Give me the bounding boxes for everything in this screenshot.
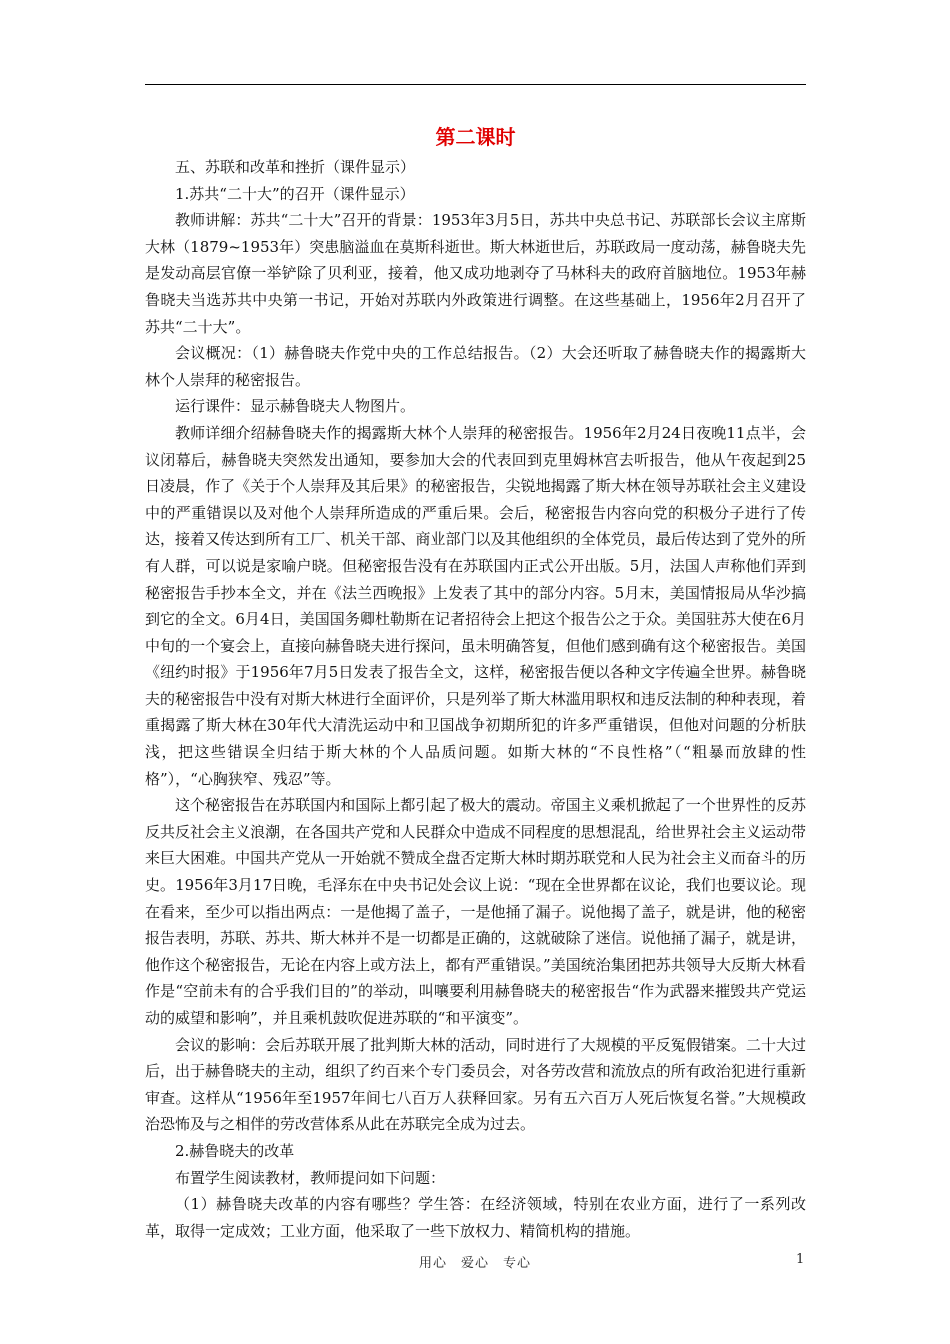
paragraph-influence: 会议的影响：会后苏联开展了批判斯大林的活动，同时进行了大规模的平反冤假错案。二十大过后，出于赫鲁晓夫的主动，组织了约百来个专门委员会，对各劳改营和流放点的所有政治犯进行重新审查。这样从“1956年至1957年间七八百万人获释回家。另有五六百万人死后恢复名誉。”大规模政治恐怖及与之相伴的劳改营体系从此在苏联完全成为过去。 [145,1035,806,1134]
subsection-heading: 1.苏共“二十大”的召开（课件显示） [175,184,415,203]
paragraph-shock: 这个秘密报告在苏联国内和国际上都引起了极大的震动。帝国主义乘机掀起了一个世界性的反苏反共反社会主义浪潮，在各国共产党和人民群众中造成不同程度的思想混乱，给世界社会主义运动带来巨大困难。中国共产党从一开始就不赞成全盘否定斯大林时期苏联党和人民为社会主义而奋斗的历史。1956年3月17日晚，毛泽东在中央书记处会议上说：“现在全世界都在议论，我们也要议论。现在看来，至少可以指出两点：一是他揭了盖子，一是他捅了漏子。说他揭了盖子，就是讲，他的秘密报告表明，苏联、苏共、斯大林并不是一切都是正确的，这就破除了迷信。说他捅了漏子，就是讲，他作这个秘密报告，无论在内容上或方法上，都有严重错误。”美国统治集团把苏共领导大反斯大林看作是“空前未有的合乎我们目的”的举动，叫嚷要利用赫鲁晓夫的秘密报告“作为武器来摧毁共产党运动的威望和影响”，并且乘机鼓吹促进苏联的“和平演变”。 [145,796,806,1027]
subsection-heading-reform: 2.赫鲁晓夫的改革 [175,1141,295,1160]
paragraph-courseware: 运行课件：显示赫鲁晓夫人物图片。 [175,397,416,416]
paragraph-assignment: 布置学生阅读教材，教师提问如下问题： [175,1168,446,1187]
paragraph-question-1: （1）赫鲁晓夫改革的内容有哪些？学生答：在经济领域，特别在农业方面，进行了一系列改革，取得一定成效；工业方面，他采取了一些下放权力、精简机构的措施。 [145,1195,806,1240]
paragraph-background: 教师讲解：苏共“二十大”召开的背景：1953年3月5日，苏共中央总书记、苏联部长会议主席斯大林（1879~1953年）突患脑溢血在莫斯科逝世。斯大林逝世后，苏联政局一度动荡，赫鲁晓夫先是发动高层官僚一举铲除了贝利亚，接着，他又成功地剥夺了马林科夫的政府首脑地位。1953年赫鲁晓夫当选苏共中央第一书记，开始对苏联内外政策进行调整。在这些基础上，1956年2月召开了苏共“二十大”。 [145,211,806,336]
paragraph-secret-report: 教师详细介绍赫鲁晓夫作的揭露斯大林个人崇拜的秘密报告。1956年2月24日夜晚11点半，会议闭幕后，赫鲁晓夫突然发出通知，要参加大会的代表回到克里姆林宫去听报告，他从午夜起到25日凌晨，作了《关于个人崇拜及其后果》的秘密报告，尖锐地揭露了斯大林在领导苏联社会主义建设中的严重错误以及对他个人崇拜所造成的严重后果。会后，秘密报告内容向党的积极分子进行了传达，接着又传达到所有工厂、机关干部、商业部门以及其他组织的全体党员，最后传达到了党外的所有人群，可以说是家喻户晓。但秘密报告没有在苏联国内正式公开出版。5月，法国人声称他们弄到秘密报告手抄本全文，并在《法兰西晚报》上发表了其中的部分内容。5月末，美国情报局从华沙搞到它的全文。6月4日，美国国务卿杜勒斯在记者招待会上把这个报告公之于众。美国驻苏大使在6月中旬的一个宴会上，直接向赫鲁晓夫进行探问，虽未明确答复，但他们感到确有这个秘密报告。美国《纽约时报》于1956年7月5日发表了报告全文，这样，秘密报告便以各种文字传遍全世界。赫鲁晓夫的秘密报告中没有对斯大林进行全面评价，只是列举了斯大林滥用职权和违反法制的种种表现，着重揭露了斯大林在30年代大清洗运动中和卫国战争初期所犯的许多严重错误，但他对问题的分析肤浅，把这些错误全归结于斯大林的个人品质问题。如斯大林的“不良性格”（“粗暴而放肆的性格”），“心胸狭窄、残忍”等。 [145,423,806,788]
page-title: 第二课时 [435,125,516,149]
page-number: 1 [796,1252,805,1267]
header-rule [145,84,806,85]
section-heading: 五、苏联和改革和挫折（课件显示） [175,158,416,176]
footer-motto: 用心 爱心 专心 [418,1256,531,1271]
document-body [145,122,806,1244]
paragraph-overview: 会议概况：（1）赫鲁晓夫作党中央的工作总结报告。（2）大会还听取了赫鲁晓夫作的揭露斯大林个人崇拜的秘密报告。 [145,344,806,389]
